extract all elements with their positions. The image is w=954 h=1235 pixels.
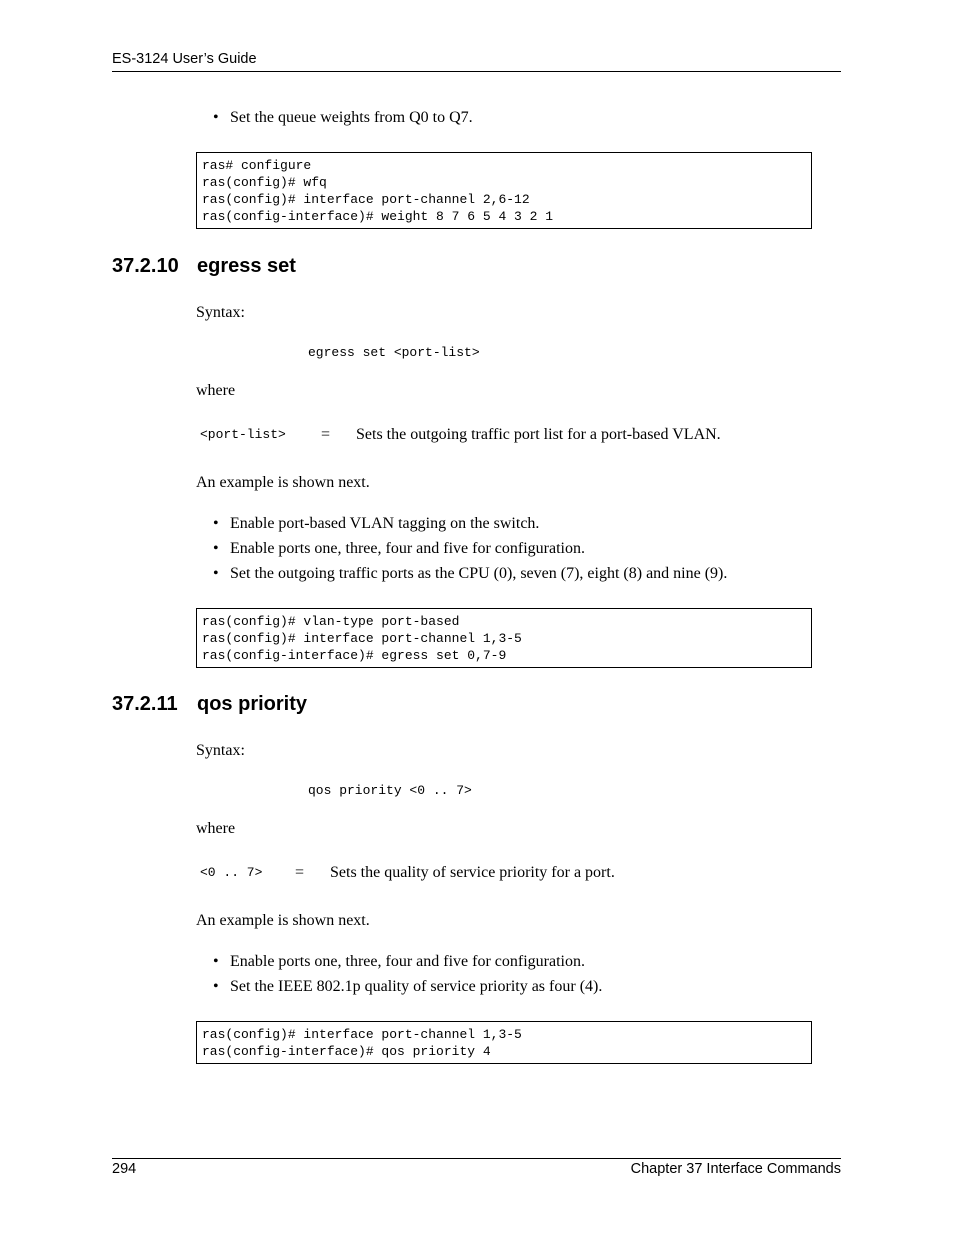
code-block-egress bbox=[196, 608, 812, 668]
code-line: ras(config)# interface port-channel 2,6-12 bbox=[202, 192, 530, 207]
parameter-name: <0 .. 7> bbox=[200, 865, 263, 880]
code-line: ras(config-interface)# egress set 0,7-9 bbox=[202, 648, 507, 663]
code-block-qos bbox=[196, 1021, 812, 1064]
list-item: • Set the outgoing traffic ports as the CPU (0), seven (7), eight (8) and nine (9). bbox=[213, 565, 728, 582]
section-title: egress set bbox=[197, 255, 296, 277]
section-heading-qos-priority bbox=[112, 693, 307, 716]
example-intro: An example is shown next. bbox=[196, 474, 370, 491]
bullet-icon: • bbox=[213, 565, 219, 582]
header-divider bbox=[112, 71, 841, 72]
equals-sign: = bbox=[321, 426, 331, 443]
bullet-icon: • bbox=[213, 978, 219, 995]
equals-sign: = bbox=[295, 864, 305, 881]
where-label: where bbox=[196, 382, 236, 399]
bullet-icon: • bbox=[213, 540, 219, 557]
example-intro: An example is shown next. bbox=[196, 912, 370, 929]
list-item: • Enable ports one, three, four and five for configuration. bbox=[213, 540, 585, 557]
bullet-icon: • bbox=[213, 515, 219, 532]
page-number: 294 bbox=[112, 1161, 137, 1177]
code-line: ras(config-interface)# qos priority 4 bbox=[202, 1044, 491, 1059]
footer-chapter-title: Chapter 37 Interface Commands bbox=[630, 1161, 841, 1177]
list-item: • Set the queue weights from Q0 to Q7. bbox=[213, 109, 473, 126]
code-block-wfq bbox=[196, 152, 812, 229]
code-line: ras(config)# interface port-channel 1,3-5 bbox=[202, 1027, 522, 1042]
bullet-icon: • bbox=[213, 109, 219, 126]
syntax-label: Syntax: bbox=[196, 304, 245, 321]
code-line: ras(config)# vlan-type port-based bbox=[202, 614, 460, 629]
syntax-label: Syntax: bbox=[196, 742, 245, 759]
syntax-command: qos priority <0 .. 7> bbox=[308, 783, 472, 798]
syntax-command: egress set <port-list> bbox=[308, 345, 480, 360]
code-line: ras(config)# interface port-channel 1,3-5 bbox=[202, 631, 522, 646]
list-item: • Enable port-based VLAN tagging on the switch. bbox=[213, 515, 540, 532]
list-item: • Enable ports one, three, four and five for configuration. bbox=[213, 953, 585, 970]
where-label: where bbox=[196, 820, 236, 837]
section-title: qos priority bbox=[197, 693, 308, 715]
bullet-icon: • bbox=[213, 953, 219, 970]
code-line: ras(config-interface)# weight 8 7 6 5 4 3 2 1 bbox=[202, 209, 554, 224]
running-header-title: ES-3124 User’s Guide bbox=[112, 51, 257, 67]
parameter-description: Sets the quality of service priority for a port. bbox=[330, 864, 615, 881]
section-heading-egress-set bbox=[112, 255, 296, 278]
footer-divider bbox=[112, 1158, 841, 1159]
list-item: • Set the IEEE 802.1p quality of service priority as four (4). bbox=[213, 978, 603, 995]
parameter-description: Sets the outgoing traffic port list for a port-based VLAN. bbox=[356, 426, 721, 443]
parameter-name: <port-list> bbox=[200, 427, 286, 442]
code-line: ras(config)# wfq bbox=[202, 175, 327, 190]
section-number: 37.2.11 bbox=[112, 693, 178, 715]
section-number: 37.2.10 bbox=[112, 255, 179, 277]
code-line: ras# configure bbox=[202, 158, 312, 173]
